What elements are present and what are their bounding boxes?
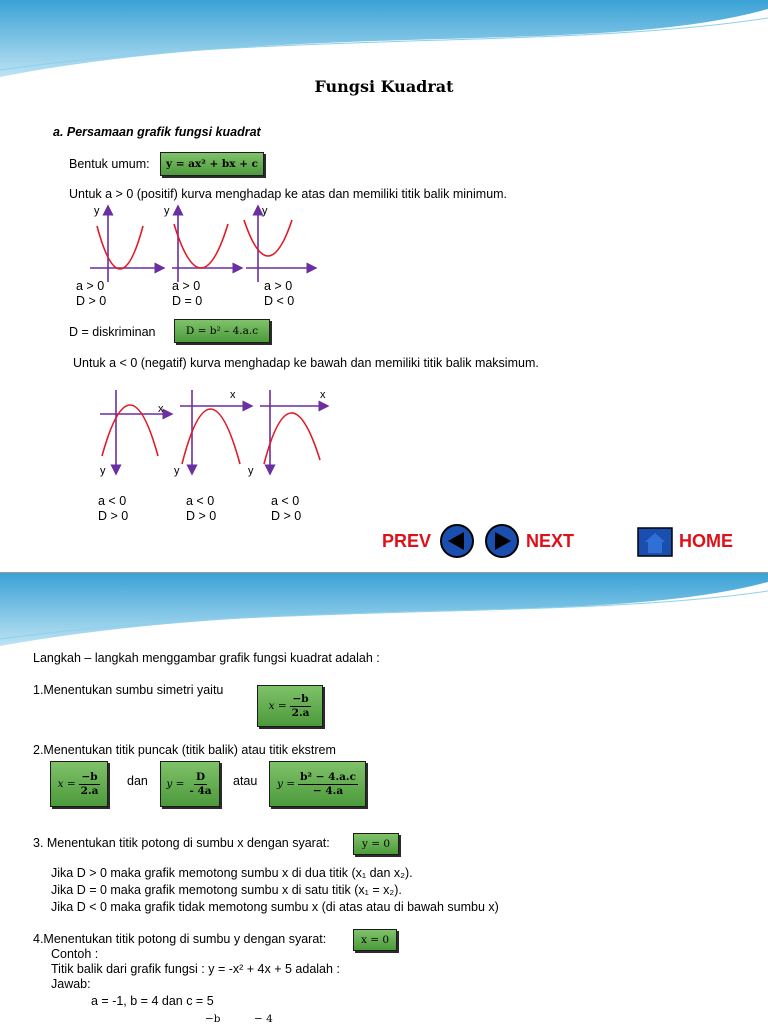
prev-link[interactable]: PREV <box>382 531 432 551</box>
case-d: D > 0 <box>76 294 107 308</box>
steps-intro: Langkah – langkah menggambar grafik fungsi kuadrat adalah : <box>33 651 380 665</box>
downward-graph-2 <box>174 389 252 477</box>
positive-a-text: Untuk a > 0 (positif) kurva menghadap ke atas dan memiliki titik balik minimum. <box>69 187 508 201</box>
answer-label: Jawab: <box>51 977 91 991</box>
upward-parabola-graphs <box>88 202 320 284</box>
upward-graph-d-zero <box>164 205 242 282</box>
upward-case-3 <box>264 279 294 309</box>
case-a: a > 0 <box>76 279 105 293</box>
downward-graph-1 <box>100 390 172 477</box>
upward-case-1 <box>76 279 106 309</box>
vertex-x-formula <box>50 761 108 807</box>
discriminant-label: D = diskriminan <box>69 325 156 339</box>
example-label: Contoh : <box>51 947 99 961</box>
case-d: D > 0 <box>271 509 302 523</box>
y-axis-label: y <box>174 465 180 477</box>
rule-d-negative: Jika D < 0 maka grafik tidak memotong sumbu x (di atas atau di bawah sumbu x) <box>51 900 499 914</box>
upward-graph-d-positive <box>90 205 164 282</box>
formula-denominator: 2.a <box>80 784 99 797</box>
formula-fraction <box>187 771 213 796</box>
formula-fraction <box>79 771 101 796</box>
axis-of-symmetry-formula <box>257 685 323 727</box>
case-a: a < 0 <box>98 494 127 508</box>
partial-numerator-2: − 4 <box>254 1013 273 1024</box>
general-form-formula: y = ax² + bx + c <box>160 152 264 176</box>
y-axis-label: y <box>248 465 254 477</box>
x-zero-condition: x = 0 <box>353 929 397 951</box>
step-2-text: 2.Menentukan titik puncak (titik balik) atau titik ekstrem <box>33 743 336 757</box>
y-axis-label: y <box>164 205 170 217</box>
formula-lhs: x = <box>268 700 287 712</box>
intersection-rules <box>51 865 499 916</box>
discriminant-formula: D = b² – 4.a.c <box>174 319 270 343</box>
downward-parabola-graphs <box>94 384 334 480</box>
formula-numerator: −b <box>292 693 309 706</box>
upward-graph-d-negative <box>244 205 316 282</box>
negative-a-text: Untuk a < 0 (negatif) kurva menghadap ke bawah dan memiliki titik balik maksimum. <box>73 356 539 370</box>
case-d: D = 0 <box>172 294 203 308</box>
formula-denominator: − 4.a <box>312 784 344 797</box>
next-arrow-icon[interactable] <box>484 523 520 559</box>
y-zero-condition: y = 0 <box>353 833 399 855</box>
case-a: a < 0 <box>186 494 215 508</box>
formula-lhs: x = <box>57 778 76 790</box>
case-d: D > 0 <box>186 509 217 523</box>
case-a: a > 0 <box>264 279 293 293</box>
y-axis-label: y <box>262 205 268 217</box>
downward-case-3 <box>271 494 301 524</box>
home-icon[interactable] <box>637 527 673 557</box>
next-link[interactable]: NEXT <box>526 531 575 551</box>
formula-numerator: D <box>195 771 206 784</box>
case-a: a < 0 <box>271 494 300 508</box>
case-d: D > 0 <box>98 509 129 523</box>
rule-d-positive: Jika D > 0 maka grafik memotong sumbu x di dua titik (x₁ dan x₂). <box>51 866 413 880</box>
coefficients: a = -1, b = 4 dan c = 5 <box>91 994 214 1008</box>
y-axis-label: y <box>94 205 100 217</box>
dan-text: dan <box>127 774 148 788</box>
example-question: Titik balik dari grafik fungsi : y = -x² + 4x + 5 adalah : <box>51 962 340 976</box>
vertex-y-expanded-formula <box>269 761 366 807</box>
formula-numerator: −b <box>81 771 98 784</box>
formula-fraction <box>298 771 358 796</box>
step-1-text: 1.Menentukan sumbu simetri yaitu <box>33 683 224 697</box>
rule-d-zero: Jika D = 0 maka grafik memotong sumbu x di satu titik (x₁ = x₂). <box>51 883 402 897</box>
formula-lhs: y = <box>166 778 185 790</box>
x-axis-label: x <box>158 403 164 415</box>
home-link[interactable]: HOME <box>679 531 733 551</box>
slide-2 <box>0 573 768 1024</box>
case-a: a > 0 <box>172 279 201 293</box>
header-wave-decoration <box>0 573 768 653</box>
general-form-label: Bentuk umum: <box>69 157 150 171</box>
formula-numerator: b² − 4.a.c <box>300 771 356 784</box>
downward-graph-3 <box>248 389 328 477</box>
case-d: D < 0 <box>264 294 295 308</box>
page-title: Fungsi Kuadrat <box>314 77 454 96</box>
y-axis-label: y <box>100 465 106 477</box>
x-axis-label: x <box>320 389 326 401</box>
formula-denominator: 2.a <box>291 706 310 719</box>
downward-case-2 <box>186 494 216 524</box>
upward-case-2 <box>172 279 202 309</box>
step-4-text: 4.Menentukan titik potong di sumbu y dengan syarat: <box>33 932 327 946</box>
x-axis-label: x <box>230 389 236 401</box>
formula-denominator: - 4a <box>189 784 212 797</box>
section-heading: a. Persamaan grafik fungsi kuadrat <box>53 125 261 139</box>
step-3-text: 3. Menentukan titik potong di sumbu x dengan syarat: <box>33 836 330 850</box>
example-block <box>51 947 340 1009</box>
vertex-y-formula <box>160 761 220 807</box>
prev-arrow-icon[interactable] <box>439 523 475 559</box>
atau-text: atau <box>233 774 258 788</box>
partial-numerator-1: −b <box>205 1013 221 1024</box>
formula-fraction <box>290 693 312 718</box>
formula-lhs: y = <box>277 778 296 790</box>
downward-case-1 <box>98 494 128 524</box>
